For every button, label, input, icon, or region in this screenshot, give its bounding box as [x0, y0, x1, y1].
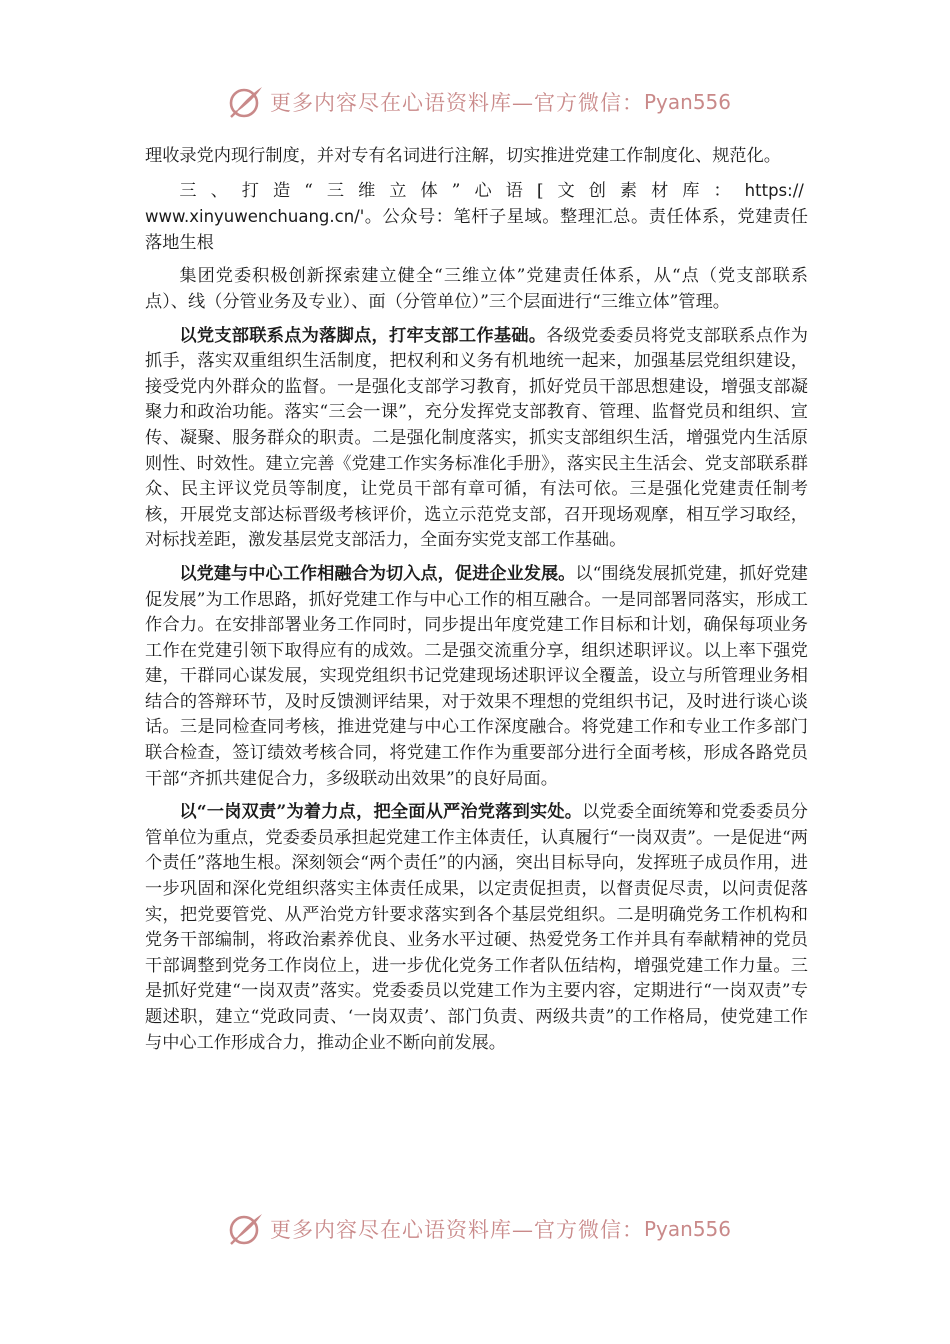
paragraph-lead: 以党建与中心工作相融合为切入点，促进企业发展。: [179, 563, 576, 584]
watermark-banner-top: [226, 80, 731, 124]
paragraph-body: 以党委全面统筹和党委委员分管单位为重点，党委委员承担起党建工作主体责任，认真履行“一岗双责”。一是促进“两个责任”落地生根。深刻领会“两个责任”的内涵，突出目标导向，发挥班子成员作用，进一步巩固和深化党组织落实主体责任成果，以定责促担责，以督责促尽责，以问责促落实，把党要管党、从严治党方针要求落实到各个基层党组织。二是明确党务工作机构和党务干部编制，将政治素养优良、业务水平过硬、热爱党务工作并具有奉献精神的党员干部调整到党务工作岗位上，进一步优化党务工作者队伍结构，增强党建工作力量。三是抓好党建“一岗双责”落实。党委委员以党建工作为主要内容，定期进行“一岗双责”专题述职，建立“党政同责、‘一岗双责’、部门负责、两级共责”的工作格局，使党建工作与中心工作形成合力，推动企业不断向前发展。: [145, 802, 808, 1053]
paragraph-lead: 以党支部联系点为落脚点，打牢支部工作基础。: [179, 325, 547, 346]
paragraph-intro: 集团党委积极创新探索建立健全“三维立体”党建责任体系，从“点（党支部联系点）、线（分管业务及专业）、面（分管单位）”三个层面进行“三维立体”管理。: [145, 266, 808, 312]
watermark-wechat-id: Pyan556: [644, 90, 732, 114]
source-url-part1: https://: [744, 180, 804, 200]
document-body: [145, 144, 808, 1064]
watermark-banner-bottom: [226, 1207, 731, 1251]
pen-quill-circle-icon: [226, 82, 266, 122]
paragraph-integration: [145, 562, 808, 792]
paragraph-body: 以“围绕发展抓党建，抓好党建促发展”为工作思路，抓好党建工作与中心工作的相互融合。一是同部署同落实，形成工作合力。在安排部署业务工作同时，同步提出年度党建工作目标和计划，确保每项业务工作在党建引领下取得应有的成效。二是强交流重分享，组织述职评议。以上率下强党建，干群同心谋发展，实现党组织书记党建现场述职评议全覆盖，设立与所管理业务相结合的答辩环节，及时反馈测评结果，对于效果不理想的党组织书记，及时进行谈心谈话。三是同检查同考核，推进党建与中心工作深度融合。将党建工作和专业工作多部门联合检查，签订绩效考核合同，将党建工作作为重要部分进行全面考核，形成各路党员干部“齐抓共建促合力，多级联动出效果”的良好局面。: [145, 563, 808, 789]
pen-quill-circle-icon: [226, 1209, 266, 1249]
paragraph-lead: 以“一岗双责”为着力点，把全面从严治党落到实处。: [179, 802, 583, 823]
watermark-wechat-id: Pyan556: [644, 1217, 732, 1241]
watermark-text: 更多内容尽在心语资料库—官方微信：: [270, 1218, 644, 1242]
source-url-part2: www.xinyuwenchuang.cn/': [145, 207, 365, 227]
section-3-heading-rest: 。公众号：笔杆子星域。整理汇总。责任体系，党建责任落地生根: [145, 207, 808, 253]
paragraph-branch-contact: [145, 324, 808, 554]
section-3-heading: [145, 178, 808, 257]
paragraph-continued: 理收录党内现行制度，并对专有名词进行注解，切实推进党建工作制度化、规范化。: [145, 146, 781, 166]
watermark-text: 更多内容尽在心语资料库—官方微信：: [270, 91, 644, 115]
section-3-heading-spread: 三、打造“三维立体”心语[文创素材库：: [179, 180, 745, 201]
paragraph-dual-responsibility: [145, 800, 808, 1056]
paragraph-body: 各级党委委员将党支部联系点作为抓手，落实双重组织生活制度，把权利和义务有机地统一起来，加强基层党组织建设，接受党内外群众的监督。一是强化支部学习教育，抓好党员干部思想建设，增强支部凝聚力和政治功能。落实“三会一课”，充分发挥党支部教育、管理、监督党员和组织、宣传、凝聚、服务群众的职责。二是强化制度落实，抓实支部组织生活，增强党内生活原则性、时效性。建立完善《党建工作实务标准化手册》，落实民主生活会、党支部联系群众、民主评议党员等制度，让党员干部有章可循，有法可依。三是强化党建责任制考核，开展党支部达标晋级考核评价，选立示范党支部，召开现场观摩，相互学习取经，对标找差距，激发基层党支部活力，全面夯实党支部工作基础。: [145, 325, 808, 551]
